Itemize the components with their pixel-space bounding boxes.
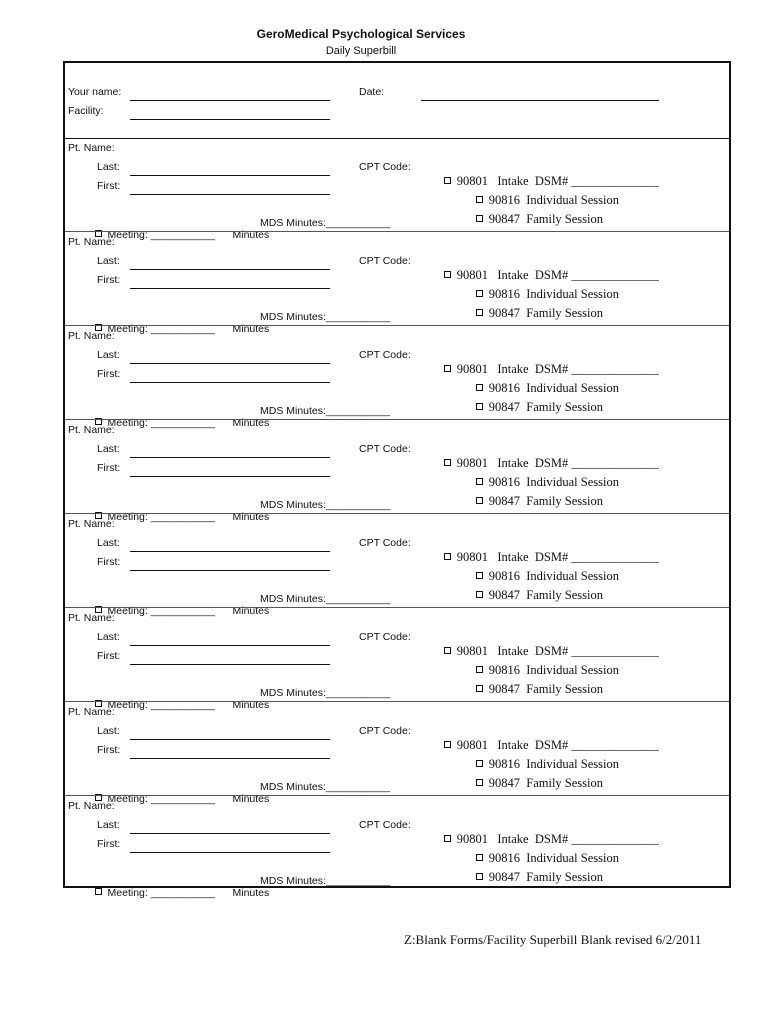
superbill-form xyxy=(63,61,731,899)
last-name-field[interactable] xyxy=(130,175,330,176)
cpt-code-label: CPT Code: xyxy=(359,443,411,455)
cpt-desc: Intake DSM# xyxy=(497,550,569,564)
checkbox-icon[interactable] xyxy=(476,779,483,786)
meeting-minutes-field[interactable]: ___________ xyxy=(150,887,215,899)
meeting-minutes-field[interactable]: ___________ xyxy=(150,417,215,429)
patient-block xyxy=(65,796,729,899)
minutes-label: Minutes xyxy=(232,323,270,335)
cpt-desc: Family Session xyxy=(526,870,603,884)
cpt-code: 90801 xyxy=(456,550,488,564)
last-name-field[interactable] xyxy=(130,457,330,458)
mds-minutes-field[interactable]: MDS Minutes:___________ xyxy=(260,875,391,887)
first-name-field[interactable] xyxy=(130,852,330,853)
first-name-label: First: xyxy=(97,650,121,662)
meeting-minutes-field[interactable]: ___________ xyxy=(150,229,215,241)
cpt-desc: Individual Session xyxy=(526,381,619,395)
first-name-field[interactable] xyxy=(130,476,330,477)
cpt-desc: Individual Session xyxy=(526,757,619,771)
last-name-field[interactable] xyxy=(130,363,330,364)
checkbox-icon[interactable] xyxy=(476,309,483,316)
date-label: Date: xyxy=(359,86,385,98)
checkbox-icon[interactable] xyxy=(444,553,451,560)
cpt-code-label: CPT Code: xyxy=(359,349,411,361)
pt-name-label: Pt. Name: xyxy=(68,706,115,718)
first-name-label: First: xyxy=(97,838,121,850)
cpt-option-family[interactable] xyxy=(457,855,603,900)
cpt-code: 90847 xyxy=(488,870,520,884)
checkbox-icon[interactable] xyxy=(444,647,451,654)
meeting-minutes-field[interactable]: ___________ xyxy=(150,511,215,523)
meeting-label: Meeting: xyxy=(107,417,148,429)
meeting-minutes-field[interactable]: ___________ xyxy=(150,793,215,805)
cpt-desc: Intake DSM# xyxy=(497,644,569,658)
cpt-code-label: CPT Code: xyxy=(359,161,411,173)
cpt-desc: Intake DSM# xyxy=(497,832,569,846)
meeting-label: Meeting: xyxy=(107,605,148,617)
cpt-code: 90847 xyxy=(488,400,520,414)
meeting-label: Meeting: xyxy=(107,511,148,523)
patient-block xyxy=(65,326,729,429)
cpt-desc: Family Session xyxy=(526,682,603,696)
dsm-blank[interactable]: ______________ xyxy=(571,174,659,188)
cpt-code: 90847 xyxy=(488,682,520,696)
minutes-label: Minutes xyxy=(232,417,270,429)
cpt-code-label: CPT Code: xyxy=(359,537,411,549)
cpt-code: 90816 xyxy=(488,287,520,301)
cpt-code: 90801 xyxy=(456,362,488,376)
cpt-desc: Individual Session xyxy=(526,663,619,677)
checkbox-icon[interactable] xyxy=(476,591,483,598)
facility-field[interactable] xyxy=(130,119,330,120)
cpt-code-label: CPT Code: xyxy=(359,725,411,737)
meeting-row xyxy=(77,875,269,911)
patient-block xyxy=(65,514,729,617)
dsm-blank[interactable]: ______________ xyxy=(571,550,659,564)
cpt-code: 90847 xyxy=(488,588,520,602)
checkbox-icon[interactable] xyxy=(444,177,451,184)
pt-name-label: Pt. Name: xyxy=(68,424,115,436)
cpt-desc: Individual Session xyxy=(526,475,619,489)
pt-name-label: Pt. Name: xyxy=(68,142,115,154)
last-name-label: Last: xyxy=(97,725,120,737)
mds-minutes-field[interactable]: MDS Minutes:___________ xyxy=(260,781,391,793)
last-name-field[interactable] xyxy=(130,269,330,270)
minutes-label: Minutes xyxy=(232,229,270,241)
cpt-desc: Intake DSM# xyxy=(497,268,569,282)
last-name-label: Last: xyxy=(97,819,120,831)
mds-minutes-field[interactable]: MDS Minutes:___________ xyxy=(260,687,391,699)
organization-title: GeroMedical Psychological Services xyxy=(256,27,466,41)
first-name-field[interactable] xyxy=(130,664,330,665)
last-name-field[interactable] xyxy=(130,833,330,834)
checkbox-icon[interactable] xyxy=(476,215,483,222)
cpt-code: 90801 xyxy=(456,738,488,752)
cpt-code: 90847 xyxy=(488,306,520,320)
first-name-field[interactable] xyxy=(130,570,330,571)
meeting-minutes-field[interactable]: ___________ xyxy=(150,605,215,617)
meeting-label: Meeting: xyxy=(107,323,148,335)
cpt-code: 90816 xyxy=(488,193,520,207)
meeting-minutes-field[interactable]: ___________ xyxy=(150,323,215,335)
minutes-label: Minutes xyxy=(232,605,270,617)
checkbox-icon[interactable] xyxy=(476,685,483,692)
cpt-code: 90847 xyxy=(488,494,520,508)
cpt-code: 90816 xyxy=(488,663,520,677)
cpt-code-label: CPT Code: xyxy=(359,631,411,643)
cpt-code-label: CPT Code: xyxy=(359,819,411,831)
pt-name-label: Pt. Name: xyxy=(68,800,115,812)
last-name-label: Last: xyxy=(97,631,120,643)
footer-revision-note: Z:Blank Forms/Facility Superbill Blank revised 6/2/2011 xyxy=(404,932,702,947)
your-name-field[interactable] xyxy=(130,100,330,101)
last-name-field[interactable] xyxy=(130,551,330,552)
dsm-blank[interactable]: ______________ xyxy=(571,644,659,658)
cpt-code: 90816 xyxy=(488,569,520,583)
last-name-label: Last: xyxy=(97,443,120,455)
patient-block xyxy=(65,232,729,335)
meeting-label: Meeting: xyxy=(107,229,148,241)
patient-block xyxy=(65,420,729,523)
minutes-label: Minutes xyxy=(232,699,270,711)
cpt-desc: Individual Session xyxy=(526,569,619,583)
minutes-label: Minutes xyxy=(232,511,270,523)
cpt-desc: Family Session xyxy=(526,588,603,602)
cpt-code-label: CPT Code: xyxy=(359,255,411,267)
checkbox-icon[interactable] xyxy=(444,365,451,372)
last-name-label: Last: xyxy=(97,161,120,173)
minutes-label: Minutes xyxy=(232,793,270,805)
first-name-field[interactable] xyxy=(130,288,330,289)
last-name-label: Last: xyxy=(97,349,120,361)
your-name-label: Your name: xyxy=(68,86,122,98)
last-name-field[interactable] xyxy=(130,739,330,740)
cpt-code: 90801 xyxy=(456,456,488,470)
first-name-label: First: xyxy=(97,556,121,568)
minutes-label: Minutes xyxy=(232,887,270,899)
first-name-field[interactable] xyxy=(130,382,330,383)
cpt-desc: Family Session xyxy=(526,776,603,790)
first-name-label: First: xyxy=(97,744,121,756)
first-name-field[interactable] xyxy=(130,194,330,195)
pt-name-label: Pt. Name: xyxy=(68,236,115,248)
pt-name-label: Pt. Name: xyxy=(68,612,115,624)
cpt-code: 90801 xyxy=(456,832,488,846)
last-name-field[interactable] xyxy=(130,645,330,646)
cpt-desc: Intake DSM# xyxy=(497,456,569,470)
last-name-label: Last: xyxy=(97,537,120,549)
checkbox-icon[interactable] xyxy=(95,888,102,895)
cpt-code: 90801 xyxy=(456,268,488,282)
first-name-label: First: xyxy=(97,274,121,286)
pt-name-label: Pt. Name: xyxy=(68,330,115,342)
cpt-code: 90847 xyxy=(488,212,520,226)
cpt-desc: Family Session xyxy=(526,306,603,320)
facility-label: Facility: xyxy=(68,105,104,117)
mds-minutes-field[interactable]: MDS Minutes:___________ xyxy=(260,405,391,417)
dsm-blank[interactable]: ______________ xyxy=(571,268,659,282)
patient-block xyxy=(65,608,729,711)
form-title: Daily Superbill xyxy=(325,45,397,57)
mds-minutes-field[interactable]: MDS Minutes:___________ xyxy=(260,593,391,605)
checkbox-icon[interactable] xyxy=(444,459,451,466)
mds-minutes-field[interactable]: MDS Minutes:___________ xyxy=(260,499,391,511)
cpt-desc: Individual Session xyxy=(526,287,619,301)
checkbox-icon[interactable] xyxy=(476,873,483,880)
first-name-label: First: xyxy=(97,462,121,474)
pt-name-label: Pt. Name: xyxy=(68,518,115,530)
first-name-label: First: xyxy=(97,368,121,380)
cpt-desc: Family Session xyxy=(526,494,603,508)
mds-minutes-field[interactable]: MDS Minutes:___________ xyxy=(260,217,391,229)
first-name-field[interactable] xyxy=(130,758,330,759)
first-name-label: First: xyxy=(97,180,121,192)
meeting-label: Meeting: xyxy=(107,793,148,805)
cpt-code: 90801 xyxy=(456,644,488,658)
mds-minutes-field[interactable]: MDS Minutes:___________ xyxy=(260,311,391,323)
cpt-desc: Intake DSM# xyxy=(497,362,569,376)
patient-block xyxy=(65,702,729,805)
cpt-desc: Intake DSM# xyxy=(497,738,569,752)
dsm-blank[interactable]: ______________ xyxy=(571,456,659,470)
cpt-desc: Individual Session xyxy=(526,193,619,207)
date-field[interactable] xyxy=(421,100,659,101)
checkbox-icon[interactable] xyxy=(444,835,451,842)
meeting-minutes-field[interactable]: ___________ xyxy=(150,699,215,711)
cpt-desc: Family Session xyxy=(526,400,603,414)
dsm-blank[interactable]: ______________ xyxy=(571,362,659,376)
cpt-code: 90816 xyxy=(488,381,520,395)
checkbox-icon[interactable] xyxy=(476,403,483,410)
cpt-code: 90816 xyxy=(488,757,520,771)
checkbox-icon[interactable] xyxy=(444,741,451,748)
meeting-label: Meeting: xyxy=(107,887,148,899)
dsm-blank[interactable]: ______________ xyxy=(571,832,659,846)
cpt-desc: Family Session xyxy=(526,212,603,226)
cpt-code: 90816 xyxy=(488,475,520,489)
cpt-desc: Individual Session xyxy=(526,851,619,865)
cpt-desc: Intake DSM# xyxy=(497,174,569,188)
cpt-code: 90801 xyxy=(456,174,488,188)
checkbox-icon[interactable] xyxy=(444,271,451,278)
last-name-label: Last: xyxy=(97,255,120,267)
checkbox-icon[interactable] xyxy=(476,497,483,504)
dsm-blank[interactable]: ______________ xyxy=(571,738,659,752)
cpt-code: 90816 xyxy=(488,851,520,865)
cpt-code: 90847 xyxy=(488,776,520,790)
meeting-label: Meeting: xyxy=(107,699,148,711)
patient-block xyxy=(65,138,729,241)
